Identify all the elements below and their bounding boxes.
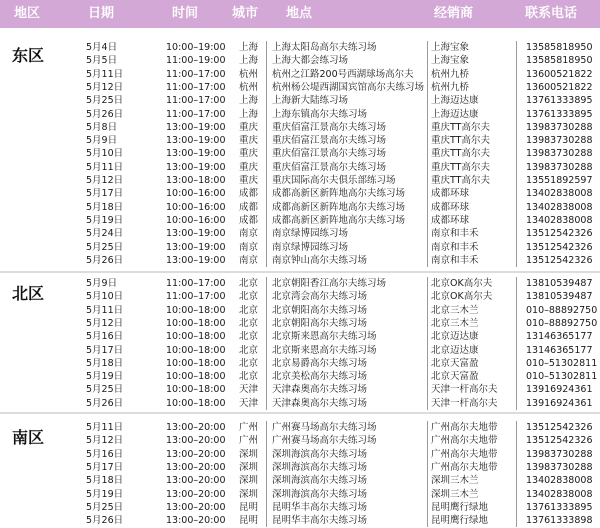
cell-phone: 13983730288	[526, 148, 593, 160]
cell-date: 5月26日	[86, 254, 124, 266]
cell-date: 5月16日	[86, 448, 124, 460]
cell-phone: 13761333895	[526, 108, 593, 120]
cell-time: 10:00–16:00	[166, 201, 226, 213]
cell-phone: 13402838008	[526, 214, 593, 226]
cell-place: 重庆佰富江景高尔夫练习场	[272, 148, 387, 160]
cell-phone: 13402838008	[526, 488, 593, 500]
table-row	[0, 214, 600, 227]
table-row	[0, 277, 600, 290]
cell-dealer: 重庆TT高尔夫	[431, 148, 490, 160]
table-row	[0, 108, 600, 121]
cell-city: 北京	[239, 344, 259, 356]
cell-dealer: 南京和丰禾	[431, 254, 479, 266]
cell-dealer: 天津一杆高尔夫	[431, 397, 498, 409]
cell-city: 成都	[239, 188, 259, 200]
cell-dealer: 成都环球	[431, 214, 470, 226]
cell-date: 5月17日	[86, 344, 124, 356]
table-row	[0, 330, 600, 343]
cell-place: 南京绿博园练习场	[272, 241, 349, 253]
region-section	[0, 421, 600, 527]
cell-phone: 13916924361	[526, 384, 593, 396]
cell-phone: 010–88892750	[526, 317, 598, 329]
cell-place: 深圳海滨高尔夫练习场	[272, 475, 368, 487]
cell-date: 5月8日	[86, 121, 118, 133]
cell-place: 上海大都会练习场	[272, 55, 349, 67]
cell-date: 5月4日	[86, 42, 118, 53]
cell-city: 杭州	[239, 81, 259, 93]
cell-place: 重庆佰富江景高尔夫练习场	[272, 161, 387, 173]
cell-phone: 13983730288	[526, 448, 593, 460]
cell-date: 5月19日	[86, 214, 124, 226]
cell-phone: 13810539487	[526, 291, 593, 303]
table-row	[0, 161, 600, 174]
cell-date: 5月25日	[86, 241, 124, 253]
cell-time: 11:00–17:00	[166, 81, 226, 93]
cell-place: 上海东镇高尔夫练习场	[272, 108, 368, 120]
cell-date: 5月24日	[86, 228, 124, 240]
table-row	[0, 344, 600, 357]
header-time: 时间	[172, 6, 199, 21]
cell-dealer: 北京天富盈	[431, 357, 479, 369]
cell-city: 重庆	[239, 121, 259, 133]
cell-dealer: 北京OK高尔夫	[431, 291, 493, 303]
cell-dealer: 北京迈达康	[431, 331, 479, 343]
cell-city: 杭州	[239, 68, 259, 80]
cell-date: 5月10日	[86, 291, 124, 303]
cell-time: 11:00–17:00	[166, 108, 226, 120]
cell-dealer: 天津一杆高尔夫	[431, 384, 498, 396]
table-row	[0, 94, 600, 107]
cell-dealer: 北京天富盈	[431, 371, 479, 383]
cell-phone: 13810539487	[526, 278, 593, 289]
cell-phone: 13402838008	[526, 188, 593, 200]
cell-city: 北京	[239, 291, 259, 303]
cell-time: 10:00–18:00	[166, 357, 226, 369]
cell-place: 北京斯来恩高尔夫练习场	[272, 344, 377, 356]
cell-time: 13:00–20:00	[166, 461, 226, 473]
cell-phone: 13600521822	[526, 81, 593, 93]
cell-phone: 13551892597	[526, 175, 593, 186]
cell-dealer: 北京迈达康	[431, 344, 479, 356]
cell-place: 杭州杨公堤西湖国宾馆高尔夫练习场	[272, 81, 425, 93]
cell-time: 13:00–20:00	[166, 448, 226, 460]
cell-dealer: 北京三木兰	[431, 304, 479, 316]
table-row	[0, 187, 600, 200]
cell-date: 5月16日	[86, 331, 124, 343]
cell-date: 5月25日	[86, 95, 124, 107]
cell-city: 上海	[239, 55, 259, 67]
cell-city: 上海	[239, 108, 259, 120]
section-divider	[0, 412, 600, 414]
table-row	[0, 488, 600, 501]
cell-city: 南京	[239, 254, 259, 266]
cell-dealer: 深圳三木兰	[431, 488, 479, 500]
cell-phone: 010–88892750	[526, 304, 598, 316]
cell-date: 5月5日	[86, 55, 118, 67]
table-row	[0, 317, 600, 330]
table-row	[0, 241, 600, 254]
table-row	[0, 290, 600, 303]
table-row	[0, 514, 600, 527]
cell-time: 10:00–18:00	[166, 304, 226, 316]
cell-date: 5月11日	[86, 161, 124, 173]
table-row	[0, 201, 600, 214]
table-row	[0, 227, 600, 240]
cell-phone: 13761333898	[526, 515, 593, 527]
cell-date: 5月12日	[86, 81, 124, 93]
cell-date: 5月18日	[86, 475, 124, 487]
table-row	[0, 134, 600, 147]
cell-city: 成都	[239, 214, 259, 226]
cell-phone: 13402838008	[526, 201, 593, 213]
header-dealer: 经销商	[434, 6, 474, 21]
cell-phone: 13146365177	[526, 331, 593, 343]
cell-place: 北京朝阳香江高尔夫练习场	[272, 278, 387, 289]
table-row	[0, 370, 600, 383]
cell-date: 5月17日	[86, 461, 124, 473]
cell-city: 天津	[239, 397, 259, 409]
cell-time: 10:00–18:00	[166, 371, 226, 383]
cell-time: 11:00–19:00	[166, 55, 226, 67]
cell-date: 5月18日	[86, 201, 124, 213]
cell-time: 10:00–19:00	[166, 42, 226, 53]
table-row	[0, 68, 600, 81]
cell-time: 10:00–18:00	[166, 317, 226, 329]
cell-time: 10:00–18:00	[166, 397, 226, 409]
header-place: 地点	[286, 6, 313, 21]
cell-date: 5月17日	[86, 188, 124, 200]
cell-dealer: 重庆TT高尔夫	[431, 161, 490, 173]
cell-city: 广州	[239, 422, 259, 433]
cell-place: 北京朝阳高尔夫练习场	[272, 304, 368, 316]
cell-place: 成都高新区新阵地高尔夫练习场	[272, 214, 406, 226]
cell-phone: 13983730288	[526, 121, 593, 133]
header-region: 地区	[14, 6, 41, 21]
cell-date: 5月18日	[86, 357, 124, 369]
cell-time: 13:00–20:00	[166, 501, 226, 513]
cell-dealer: 重庆TT高尔夫	[431, 175, 490, 186]
cell-date: 5月11日	[86, 304, 124, 316]
cell-time: 13:00–19:00	[166, 161, 226, 173]
table-row	[0, 383, 600, 396]
cell-date: 5月12日	[86, 175, 124, 186]
cell-city: 广州	[239, 435, 259, 447]
cell-dealer: 深圳三木兰	[431, 475, 479, 487]
table-row	[0, 147, 600, 160]
cell-place: 天津森奥高尔夫练习场	[272, 384, 368, 396]
cell-phone: 13761333895	[526, 501, 593, 513]
table-row	[0, 448, 600, 461]
region-label: 东区	[12, 46, 45, 65]
cell-city: 昆明	[239, 501, 259, 513]
cell-dealer: 南京和丰禾	[431, 241, 479, 253]
cell-place: 广州赛马场高尔夫练习场	[272, 422, 377, 433]
cell-phone: 13512542326	[526, 435, 593, 447]
cell-dealer: 成都环球	[431, 188, 470, 200]
table-row	[0, 474, 600, 487]
cell-dealer: 成都环球	[431, 201, 470, 213]
cell-time: 10:00–18:00	[166, 384, 226, 396]
cell-city: 上海	[239, 42, 259, 53]
cell-phone: 010–51302811	[526, 357, 598, 369]
cell-date: 5月26日	[86, 515, 124, 527]
cell-date: 5月11日	[86, 68, 124, 80]
cell-date: 5月19日	[86, 371, 124, 383]
cell-phone: 13916924361	[526, 397, 593, 409]
cell-time: 11:00–17:00	[166, 95, 226, 107]
cell-date: 5月26日	[86, 108, 124, 120]
cell-city: 重庆	[239, 175, 259, 186]
cell-place: 成都高新区新阵地高尔夫练习场	[272, 201, 406, 213]
cell-time: 10:00–16:00	[166, 214, 226, 226]
cell-phone: 13402838008	[526, 475, 593, 487]
cell-phone: 13600521822	[526, 68, 593, 80]
cell-city: 成都	[239, 201, 259, 213]
cell-time: 13:00–20:00	[166, 515, 226, 527]
cell-place: 昆明华丰高尔夫练习场	[272, 515, 368, 527]
cell-time: 13:00–18:00	[166, 175, 226, 186]
cell-time: 13:00–19:00	[166, 228, 226, 240]
cell-city: 北京	[239, 317, 259, 329]
cell-dealer: 广州高尔夫地带	[431, 461, 498, 473]
cell-dealer: 重庆TT高尔夫	[431, 121, 490, 133]
cell-place: 南京绿博园练习场	[272, 228, 349, 240]
cell-dealer: 昆明鹰行绿地	[431, 501, 489, 513]
cell-phone: 13512542326	[526, 254, 593, 266]
cell-place: 深圳海滨高尔夫练习场	[272, 461, 368, 473]
cell-place: 深圳海滨高尔夫练习场	[272, 448, 368, 460]
cell-dealer: 广州高尔夫地带	[431, 435, 498, 447]
table-row	[0, 254, 600, 267]
cell-phone: 010–51302811	[526, 371, 598, 383]
cell-date: 5月25日	[86, 501, 124, 513]
table-row	[0, 357, 600, 370]
cell-date: 5月11日	[86, 422, 124, 433]
cell-dealer: 南京和丰禾	[431, 228, 479, 240]
cell-city: 重庆	[239, 161, 259, 173]
cell-phone: 13761333895	[526, 95, 593, 107]
cell-phone: 13585818950	[526, 42, 593, 53]
cell-place: 杭州之江路200号西湖球场高尔夫	[272, 68, 414, 80]
cell-city: 北京	[239, 371, 259, 383]
cell-date: 5月12日	[86, 435, 124, 447]
cell-city: 北京	[239, 304, 259, 316]
cell-time: 11:00–17:00	[166, 68, 226, 80]
cell-city: 昆明	[239, 515, 259, 527]
cell-dealer: 杭州九桥	[431, 68, 470, 80]
table-row	[0, 304, 600, 317]
cell-dealer: 重庆TT高尔夫	[431, 135, 490, 147]
cell-city: 北京	[239, 278, 259, 289]
cell-date: 5月12日	[86, 317, 124, 329]
cell-place: 北京湾会高尔夫练习场	[272, 291, 368, 303]
table-row	[0, 434, 600, 447]
cell-time: 11:00–17:00	[166, 291, 226, 303]
cell-phone: 13983730288	[526, 135, 593, 147]
cell-date: 5月9日	[86, 135, 118, 147]
cell-place: 深圳海滨高尔夫练习场	[272, 488, 368, 500]
cell-time: 13:00–20:00	[166, 435, 226, 447]
cell-phone: 13585818950	[526, 55, 593, 67]
cell-city: 深圳	[239, 461, 259, 473]
cell-city: 北京	[239, 357, 259, 369]
cell-city: 天津	[239, 384, 259, 396]
cell-time: 10:00–16:00	[166, 188, 226, 200]
cell-place: 上海太阳岛高尔夫练习场	[272, 42, 377, 53]
cell-time: 10:00–18:00	[166, 344, 226, 356]
cell-time: 13:00–20:00	[166, 475, 226, 487]
cell-time: 10:00–18:00	[166, 331, 226, 343]
cell-place: 成都高新区新阵地高尔夫练习场	[272, 188, 406, 200]
cell-time: 13:00–19:00	[166, 241, 226, 253]
cell-phone: 13512542326	[526, 228, 593, 240]
cell-place: 北京美松高尔夫练习场	[272, 371, 368, 383]
cell-phone: 13146365177	[526, 344, 593, 356]
cell-city: 深圳	[239, 448, 259, 460]
cell-phone: 13983730288	[526, 161, 593, 173]
cell-dealer: 广州高尔夫地带	[431, 448, 498, 460]
section-divider	[0, 271, 600, 273]
cell-place: 南京钟山高尔夫练习场	[272, 254, 368, 266]
table-row	[0, 41, 600, 54]
cell-place: 重庆佰富江景高尔夫练习场	[272, 135, 387, 147]
cell-place: 重庆佰富江景高尔夫练习场	[272, 121, 387, 133]
cell-dealer: 上海宝象	[431, 42, 470, 53]
cell-dealer: 北京OK高尔夫	[431, 278, 493, 289]
cell-city: 深圳	[239, 475, 259, 487]
region-label: 南区	[12, 428, 45, 447]
cell-city: 重庆	[239, 148, 259, 160]
cell-date: 5月26日	[86, 397, 124, 409]
cell-phone: 13983730288	[526, 461, 593, 473]
table-row	[0, 421, 600, 434]
cell-dealer: 上海宝象	[431, 55, 470, 67]
table-row	[0, 121, 600, 134]
table-row	[0, 81, 600, 94]
header-date: 日期	[88, 6, 115, 21]
cell-time: 13:00–19:00	[166, 254, 226, 266]
cell-time: 13:00–19:00	[166, 148, 226, 160]
cell-dealer: 上海迈达康	[431, 95, 479, 107]
cell-place: 上海新大陆练习场	[272, 95, 349, 107]
cell-phone: 13512542326	[526, 422, 593, 433]
table-row	[0, 397, 600, 410]
header-city: 城市	[232, 6, 259, 21]
cell-place: 北京朝阳高尔夫练习场	[272, 317, 368, 329]
cell-time: 13:00–19:00	[166, 121, 226, 133]
region-section	[0, 41, 600, 267]
cell-time: 13:00–20:00	[166, 422, 226, 433]
table-row	[0, 501, 600, 514]
cell-dealer: 上海迈达康	[431, 108, 479, 120]
cell-date: 5月10日	[86, 148, 124, 160]
cell-place: 昆明华丰高尔夫练习场	[272, 501, 368, 513]
table-row	[0, 174, 600, 187]
cell-dealer: 广州高尔夫地带	[431, 422, 498, 433]
region-label: 北区	[12, 284, 45, 303]
cell-time: 13:00–20:00	[166, 488, 226, 500]
table-row	[0, 461, 600, 474]
header-phone: 联系电话	[525, 6, 578, 21]
region-section	[0, 277, 600, 410]
cell-date: 5月9日	[86, 278, 118, 289]
cell-time: 13:00–19:00	[166, 135, 226, 147]
cell-city: 上海	[239, 95, 259, 107]
cell-city: 北京	[239, 331, 259, 343]
cell-place: 北京斯来恩高尔夫练习场	[272, 331, 377, 343]
cell-phone: 13512542326	[526, 241, 593, 253]
cell-time: 11:00–17:00	[166, 278, 226, 289]
cell-place: 北京易爵高尔夫练习场	[272, 357, 368, 369]
table-header	[0, 0, 600, 28]
cell-dealer: 北京三木兰	[431, 317, 479, 329]
cell-dealer: 杭州九桥	[431, 81, 470, 93]
cell-place: 天津森奥高尔夫练习场	[272, 397, 368, 409]
cell-city: 南京	[239, 228, 259, 240]
cell-city: 南京	[239, 241, 259, 253]
cell-place: 广州赛马场高尔夫练习场	[272, 435, 377, 447]
cell-place: 重庆国际高尔夫俱乐部练习场	[272, 175, 396, 186]
cell-city: 深圳	[239, 488, 259, 500]
cell-dealer: 昆明鹰行绿地	[431, 515, 489, 527]
cell-date: 5月25日	[86, 384, 124, 396]
cell-date: 5月19日	[86, 488, 124, 500]
cell-city: 重庆	[239, 135, 259, 147]
table-row	[0, 54, 600, 67]
